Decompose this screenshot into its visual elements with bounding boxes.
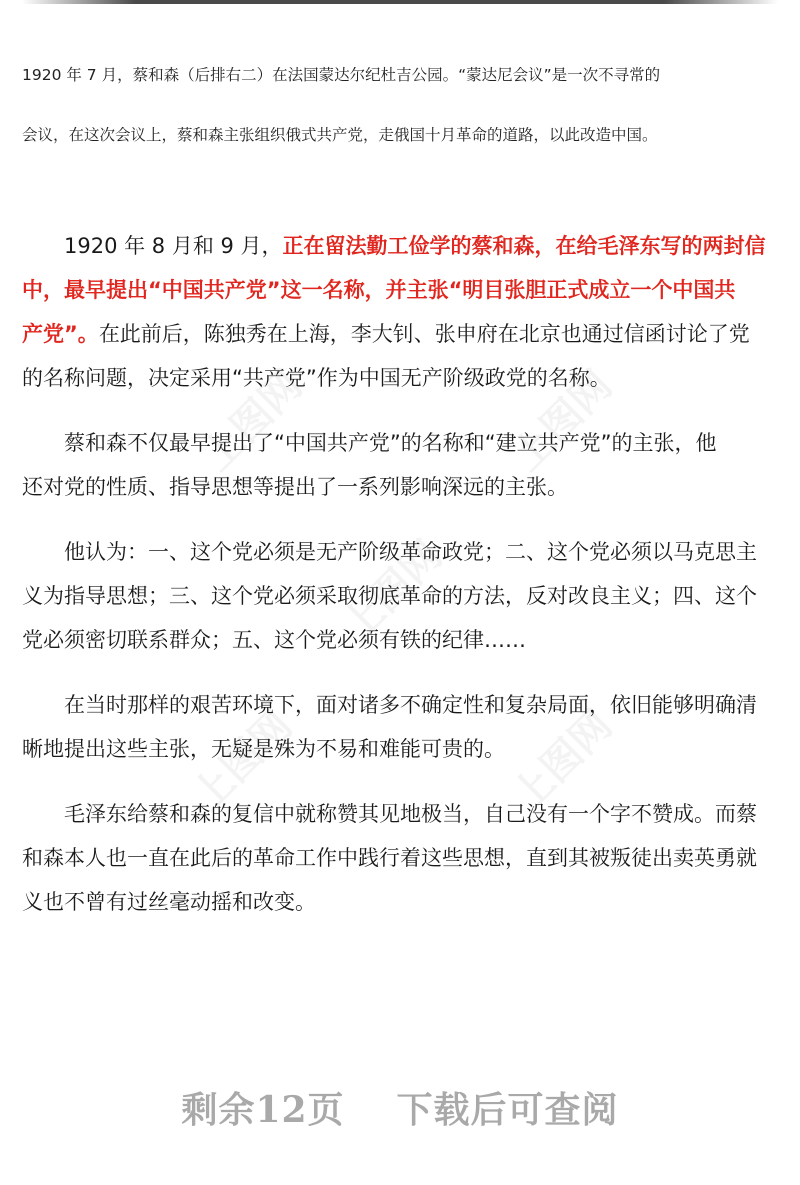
top-divider <box>22 0 778 4</box>
watermark: 上图网 <box>333 532 452 650</box>
remaining-pages-text: 剩余12页 <box>181 1089 345 1131</box>
watermark: 上图网 <box>183 702 302 820</box>
text-line: 他认为：一、这个党必须是无产阶级革命政党；二、这个党必须以马克思主 <box>64 540 757 564</box>
text-line <box>22 224 778 268</box>
text-line <box>22 312 778 356</box>
highlight-text: 产党”。 <box>22 322 99 346</box>
photo-caption <box>22 60 778 180</box>
text-line: 党必须密切联系群众；五、这个党必须有铁的纪律…… <box>22 628 526 652</box>
watermark: 上图网 <box>503 362 622 480</box>
text-line: 蔡和森不仅最早提出了“中国共产党”的名称和“建立共产党”的主张，他 <box>64 431 717 455</box>
paragraph-2 <box>22 421 778 509</box>
highlight-text: 正在留法勤工俭学的蔡和森，在给毛泽东写的两封信 <box>282 234 766 258</box>
paragraph-4 <box>22 683 778 771</box>
text-line: 的名称问题，决定采用“共产党”作为中国无产阶级政党的名称。 <box>22 366 611 390</box>
download-text[interactable]: 下载后可查阅 <box>396 1089 619 1131</box>
plain-text: 1920 年 8 月和 9 月， <box>64 234 283 258</box>
download-prompt[interactable] <box>0 1082 800 1133</box>
caption-line: 会议，在这次会议上，蔡和森主张组织俄式共产党，走俄国十月革命的道路，以此改造中国。 <box>22 126 658 144</box>
watermark: 上图网 <box>193 362 312 480</box>
article-body <box>22 224 778 945</box>
text-line: 和森本人也一直在此后的革命工作中践行着这些思想，直到其被叛徒出卖英勇就 <box>22 846 757 870</box>
paragraph-1 <box>22 224 778 400</box>
text-line: 义也不曾有过丝毫动摇和改变。 <box>22 890 316 914</box>
text-line: 还对党的性质、指导思想等提出了一系列影响深远的主张。 <box>22 475 568 499</box>
plain-text: 在此前后，陈独秀在上海，李大钊、张申府在北京也通过信函讨论了党 <box>98 322 750 346</box>
paragraph-3 <box>22 530 778 662</box>
caption-line: 1920 年 7 月，蔡和森（后排右二）在法国蒙达尔纪杜吉公园。“蒙达尼会议”是一次不寻常的 <box>22 66 661 84</box>
text-line: 毛泽东给蔡和森的复信中就称赞其见地极当，自己没有一个字不赞成。而蔡 <box>64 802 757 826</box>
text-line: 晰地提出这些主张，无疑是殊为不易和难能可贵的。 <box>22 737 505 761</box>
paragraph-5 <box>22 792 778 924</box>
watermark: 上图网 <box>503 702 622 820</box>
highlight-text: 中，最早提出“中国共产党”这一名称，并主张“明目张胆正式成立一个中国共 <box>22 278 736 302</box>
text-line: 在当时那样的艰苦环境下，面对诸多不确定性和复杂局面，依旧能够明确清 <box>64 693 757 717</box>
text-line: 义为指导思想；三、这个党必须采取彻底革命的方法，反对改良主义；四、这个 <box>22 584 757 608</box>
